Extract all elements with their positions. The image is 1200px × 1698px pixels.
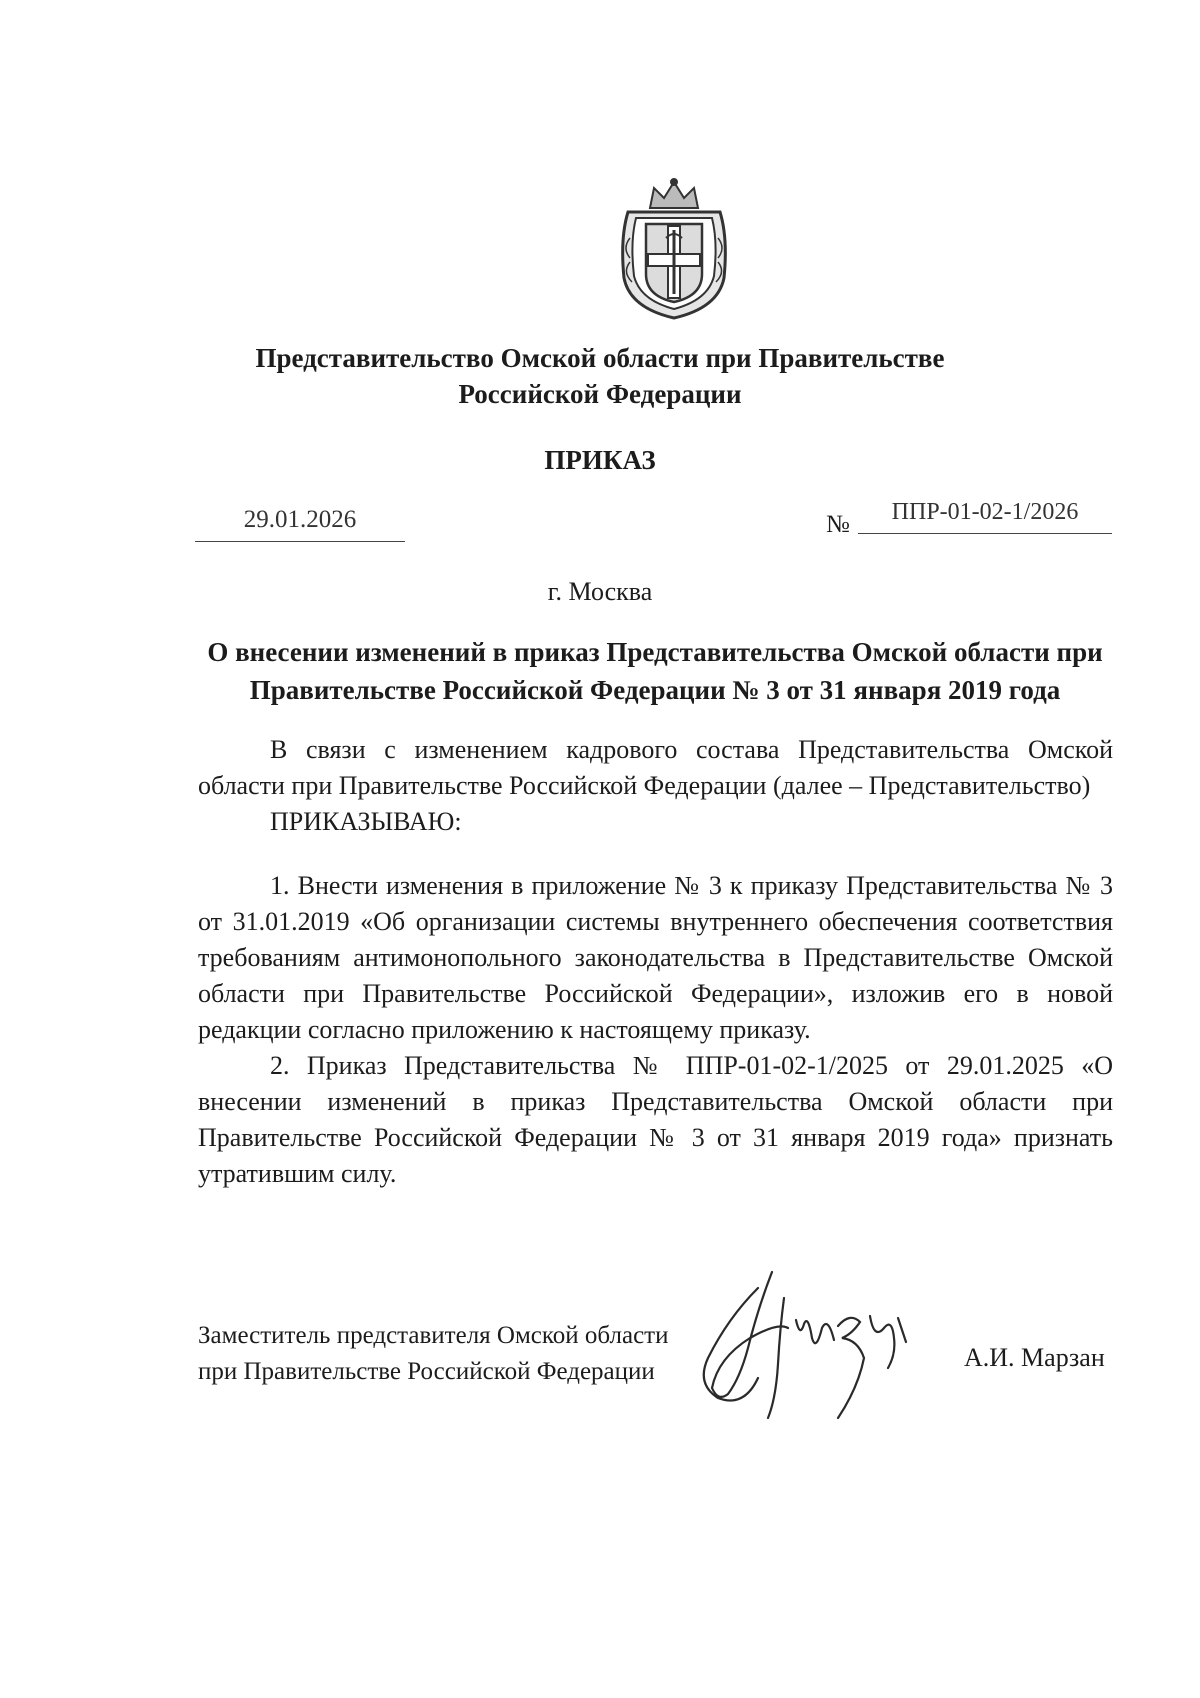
preamble-paragraph: В связи с изменением кадрового состава Представительства Омской области при Правительстве Российской Федерации (далее – Представительство)	[198, 735, 1113, 800]
organization-name: Представительство Омской области при Правительстве Российской Федерации	[255, 343, 945, 409]
document-city: г. Москва	[547, 577, 653, 606]
number-sign: №	[826, 511, 850, 538]
order-word: ПРИКАЗЫВАЮ:	[270, 807, 462, 836]
order-item-1: 1. Внести изменения в приложение № 3 к приказу Представительства № 3 от 31.01.2019 «Об организации системы внутреннего обеспечения соответствия требованиям антимонопольного законодательства в Представительстве Омской области при Правительстве Российской Федерации», изложив его в новой редакции согласно приложению к настоящему приказу.	[198, 871, 1113, 1044]
signatory-position	[198, 1318, 668, 1390]
document-date: 29.01.2026	[195, 503, 405, 542]
document-number: ППР-01-02-1/2026	[858, 495, 1112, 534]
signatory-position-line1: Заместитель представителя Омской области	[198, 1322, 669, 1349]
document-type: ПРИКАЗ	[544, 445, 656, 475]
document-subject: О внесении изменений в приказ Представительства Омской области при Правительстве Российской Федерации № 3 от 31 января 2019 года	[207, 637, 1103, 705]
signatory-name: А.И. Марзан	[964, 1343, 1105, 1372]
document-body	[198, 732, 1113, 1192]
order-item-2: 2. Приказ Представительства № ППР-01-02-1/2025 от 29.01.2025 «О внесении изменений в приказ Представительства Омской области при Правительстве Российской Федерации № 3 от 31 января 2019 года» признать утратившим силу.	[198, 1051, 1113, 1188]
handwritten-signature-icon	[688, 1268, 948, 1428]
signatory-position-line2: при Правительстве Российской Федерации	[198, 1358, 655, 1385]
coat-of-arms-icon	[610, 178, 738, 321]
